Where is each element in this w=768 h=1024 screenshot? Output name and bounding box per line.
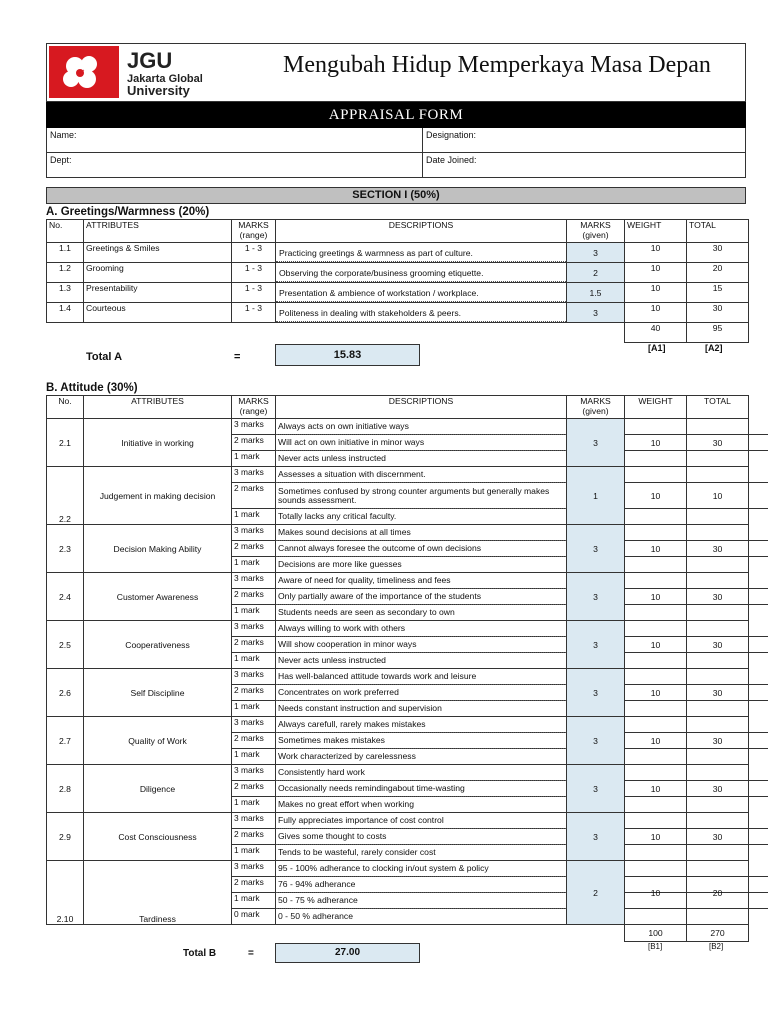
row-no: 2.8 [47, 765, 84, 813]
label-a1: [A1] [648, 343, 666, 353]
row-attribute: Quality of Work [84, 717, 232, 765]
mark-level: 2 marks [232, 637, 768, 653]
row-marks-range: 1 - 3 [232, 303, 276, 323]
table-row [47, 419, 749, 467]
row-weight: 10 [625, 621, 687, 669]
row-marks-given[interactable]: 3 [567, 669, 625, 717]
row-weight: 10 [625, 813, 687, 861]
level-description: Assesses a situation with discernment. [276, 467, 566, 483]
level-description: Tends to be wasteful, rarely consider cost [278, 847, 436, 857]
row-weight: 10 [625, 303, 687, 323]
table-row [47, 467, 749, 525]
table-row [47, 813, 749, 861]
row-description: Practicing greetings & warmness as part of culture. [276, 246, 566, 262]
row-attribute: Judgement in making decision [84, 467, 232, 525]
row-marks-range: 1 - 3 [232, 243, 276, 263]
name-field[interactable] [47, 128, 423, 152]
row-attribute: Decision Making Ability [84, 525, 232, 573]
mark-level: 3 marks [232, 813, 768, 829]
row-total: 15 [687, 283, 749, 303]
row-marks-given[interactable]: 3 [567, 717, 625, 765]
mark-level: 1 mark [234, 605, 260, 615]
table-row [47, 669, 749, 717]
mark-level: 2 marks [232, 877, 768, 893]
mark-level: 1 mark [232, 893, 768, 909]
row-attribute: Tardiness [84, 861, 232, 925]
section-a-title: A. Greetings/Warmness (20%) [46, 206, 210, 218]
mark-level: 3 marks [232, 861, 768, 877]
mark-level: 3 marks [232, 717, 768, 733]
logo-wordmark: JGU [127, 48, 173, 73]
row-marks-given[interactable]: 3 [567, 621, 625, 669]
row-total: 30 [687, 573, 749, 621]
logo-line-1: Jakarta Global [127, 73, 203, 85]
section-a-table [46, 219, 749, 343]
label-b1: [B1] [648, 942, 663, 951]
mark-level: 2 marks [232, 541, 768, 557]
a-sum-weight: 40 [625, 323, 687, 343]
level-description: Fully appreciates importance of cost control [276, 813, 566, 829]
total-b-value[interactable]: 27.00 [275, 943, 420, 963]
row-total: 30 [687, 303, 749, 323]
table-row [47, 263, 749, 283]
col-no: No. [47, 220, 84, 243]
b-col-weight: WEIGHT [625, 396, 687, 419]
level-description: 76 - 94% adherance [276, 877, 566, 893]
designation-field[interactable] [423, 128, 479, 152]
mark-level: 1 mark [234, 749, 260, 759]
appraisal-form-page [46, 43, 746, 964]
row-attribute: Customer Awareness [84, 573, 232, 621]
row-no: 1.2 [47, 263, 84, 283]
mark-level: 1 mark [234, 653, 260, 663]
level-description: Will show cooperation in minor ways [276, 637, 566, 653]
level-description: Gives some thought to costs [276, 829, 566, 845]
row-total: 30 [687, 813, 749, 861]
level-description: Sometimes makes mistakes [276, 733, 566, 749]
mark-level: 2 marks [232, 483, 768, 509]
row-total: 30 [687, 717, 749, 765]
level-description: Needs constant instruction and supervision [278, 703, 442, 713]
row-description: Observing the corporate/business grooming etiquette. [276, 266, 566, 282]
row-total: 10 [687, 467, 749, 525]
row-attribute: Cost Consciousness [84, 813, 232, 861]
row-marks-given[interactable]: 3 [567, 303, 625, 323]
table-row [47, 283, 749, 303]
level-description: Aware of need for quality, timeliness and fees [276, 573, 566, 589]
mark-level: 0 mark [234, 909, 260, 919]
level-description: Sometimes confused by strong counter arguments but generally makes sounds assessment. [276, 483, 566, 509]
row-marks-given[interactable]: 1 [567, 467, 625, 525]
level-description: Always acts on own initiative ways [276, 419, 566, 435]
total-b-label: Total B [183, 947, 217, 959]
row-no: 1.4 [47, 303, 84, 323]
label-b2: [B2] [709, 942, 724, 951]
row-total: 30 [687, 419, 749, 467]
table-row [47, 525, 749, 573]
mark-level: 3 marks [232, 525, 768, 541]
level-description: Students needs are seen as secondary to own [278, 607, 455, 617]
table-row [47, 573, 749, 621]
section-b-title: B. Attitude (30%) [46, 382, 138, 394]
row-total: 30 [687, 765, 749, 813]
row-marks-given[interactable]: 3 [567, 525, 625, 573]
total-b-equals: = [248, 947, 254, 959]
row-weight: 10 [625, 525, 687, 573]
mark-level: 3 marks [232, 419, 768, 435]
row-description: Presentation & ambience of workstation / workplace. [276, 286, 566, 302]
employee-info [46, 128, 746, 178]
level-description: Totally lacks any critical faculty. [278, 511, 397, 521]
level-description: Never acts unless instructed [278, 453, 386, 463]
a-sum-total: 95 [687, 323, 749, 343]
row-weight: 10 [625, 263, 687, 283]
logo-line-2: University [127, 83, 190, 98]
row-marks-given[interactable]: 1.5 [567, 283, 625, 303]
row-total: 30 [687, 669, 749, 717]
level-description: Always carefull, rarely makes mistakes [276, 717, 566, 733]
mark-level: 2 marks [232, 589, 768, 605]
table-row [47, 861, 749, 925]
level-description: Consistently hard work [276, 765, 566, 781]
row-attribute: Presentability [84, 283, 232, 303]
mark-level: 1 mark [234, 797, 260, 807]
mark-level: 1 mark [234, 557, 260, 567]
row-no: 1.3 [47, 283, 84, 303]
row-no: 2.1 [47, 419, 84, 467]
row-no: 1.1 [47, 243, 84, 263]
row-total: 30 [687, 621, 749, 669]
row-attribute: Cooperativeness [84, 621, 232, 669]
level-description: Makes no great effort when working [278, 799, 414, 809]
row-no: 2.3 [47, 525, 84, 573]
form-title: APPRAISAL FORM [46, 102, 746, 128]
mark-level: 2 marks [232, 435, 768, 451]
col-total: TOTAL [687, 220, 749, 243]
mark-level: 3 marks [232, 573, 768, 589]
row-no: 2.10 [47, 861, 84, 925]
row-marks-given[interactable]: 2 [567, 263, 625, 283]
row-attribute: Grooming [84, 263, 232, 283]
row-marks-given[interactable]: 2 [567, 861, 625, 925]
row-attribute: Diligence [84, 765, 232, 813]
row-no: 2.6 [47, 669, 84, 717]
level-description: Concentrates on work preferred [276, 685, 566, 701]
row-weight: 10 [625, 717, 687, 765]
label-a2: [A2] [705, 343, 723, 353]
row-marks-given[interactable]: 3 [567, 419, 625, 467]
mark-level: 1 mark [234, 845, 260, 855]
dept-field[interactable] [47, 153, 423, 177]
row-marks-given[interactable]: 3 [567, 243, 625, 263]
date-joined-label: Date Joined: [426, 155, 477, 165]
row-marks-range: 1 - 3 [232, 263, 276, 283]
b-col-descriptions: DESCRIPTIONS [276, 396, 567, 419]
row-weight: 10 [625, 419, 687, 467]
row-weight: 10 [625, 243, 687, 263]
table-row [47, 243, 749, 263]
level-description: Work characterized by carelessness [278, 751, 416, 761]
b-col-marks-range: MARKS (range) [232, 396, 276, 419]
level-description: Has well-balanced attitude towards work and leisure [276, 669, 566, 685]
col-weight: WEIGHT [625, 220, 687, 243]
row-total: 20 [687, 861, 749, 925]
level-description: Occasionally needs remindingabout time-wasting [276, 781, 566, 797]
mark-level: 3 marks [232, 621, 768, 637]
mark-level: 3 marks [232, 765, 768, 781]
section-heading: SECTION I (50%) [46, 187, 746, 204]
b-sum-total: 270 [687, 925, 749, 942]
mark-level: 2 marks [232, 685, 768, 701]
row-weight: 10 [625, 861, 687, 925]
designation-label: Designation: [426, 130, 477, 140]
mark-level: 1 mark [234, 701, 260, 711]
row-total: 30 [687, 525, 749, 573]
row-attribute: Self Discipline [84, 669, 232, 717]
row-no: 2.2 [47, 467, 84, 525]
table-row [47, 765, 749, 813]
mark-level: 1 mark [234, 509, 260, 519]
total-a-label: Total A [86, 351, 123, 363]
dept-label: Dept: [50, 155, 72, 165]
col-marks-given: MARKS (given) [567, 220, 625, 243]
row-no: 2.5 [47, 621, 84, 669]
university-motto: Mengubah Hidup Memperkaya Masa Depan [283, 52, 711, 78]
level-description: Will act on own initiative in minor ways [276, 435, 566, 451]
row-no: 2.4 [47, 573, 84, 621]
name-label: Name: [50, 130, 77, 140]
row-weight: 10 [625, 669, 687, 717]
row-weight: 10 [625, 467, 687, 525]
b-col-no: No. [47, 396, 84, 419]
col-attributes: ATTRIBUTES [84, 220, 232, 243]
b-col-attributes: ATTRIBUTES [84, 396, 232, 419]
level-description: 0 - 50 % adherance [278, 911, 354, 921]
level-description: Decisions are more like guesses [278, 559, 402, 569]
row-no: 2.9 [47, 813, 84, 861]
mark-level: 1 mark [234, 451, 260, 461]
level-description: Only partially aware of the importance of the students [276, 589, 566, 605]
mark-level: 2 marks [232, 781, 768, 797]
b-sum-weight: 100 [625, 925, 687, 942]
row-weight: 10 [625, 573, 687, 621]
row-marks-given[interactable]: 3 [567, 573, 625, 621]
row-total: 20 [687, 263, 749, 283]
table-row [47, 303, 749, 323]
col-descriptions: DESCRIPTIONS [276, 220, 567, 243]
level-description: Makes sound decisions at all times [276, 525, 566, 541]
mark-level: 3 marks [232, 467, 768, 483]
row-attribute: Greetings & Smiles [84, 243, 232, 263]
row-attribute: Initiative in working [84, 419, 232, 467]
row-marks-given[interactable]: 3 [567, 765, 625, 813]
level-description: 50 - 75 % adherance [276, 893, 566, 909]
row-weight: 10 [625, 765, 687, 813]
university-logo [49, 46, 206, 98]
b-col-total: TOTAL [687, 396, 749, 419]
form-header [46, 43, 746, 102]
row-total: 30 [687, 243, 749, 263]
total-a-equals: = [234, 351, 241, 363]
b-col-marks-given: MARKS (given) [567, 396, 625, 419]
level-description: Cannot always foresee the outcome of own decisions [276, 541, 566, 557]
mark-level: 2 marks [232, 733, 768, 749]
row-weight: 10 [625, 283, 687, 303]
mark-level: 2 marks [232, 829, 768, 845]
level-description: 95 - 100% adherance to clocking in/out system & policy [276, 861, 566, 877]
section-b-table [46, 395, 749, 942]
table-row [47, 621, 749, 669]
row-description: Politeness in dealing with stakeholders & peers. [276, 306, 566, 322]
row-marks-range: 1 - 3 [232, 283, 276, 303]
total-a-value[interactable]: 15.83 [275, 344, 420, 366]
date-joined-field[interactable] [423, 153, 480, 177]
col-marks-range: MARKS (range) [232, 220, 276, 243]
level-description: Always willing to work with others [276, 621, 566, 637]
row-marks-given[interactable]: 3 [567, 813, 625, 861]
mark-level: 3 marks [232, 669, 768, 685]
row-attribute: Courteous [84, 303, 232, 323]
level-description: Never acts unless instructed [278, 655, 386, 665]
table-row [47, 717, 749, 765]
row-no: 2.7 [47, 717, 84, 765]
